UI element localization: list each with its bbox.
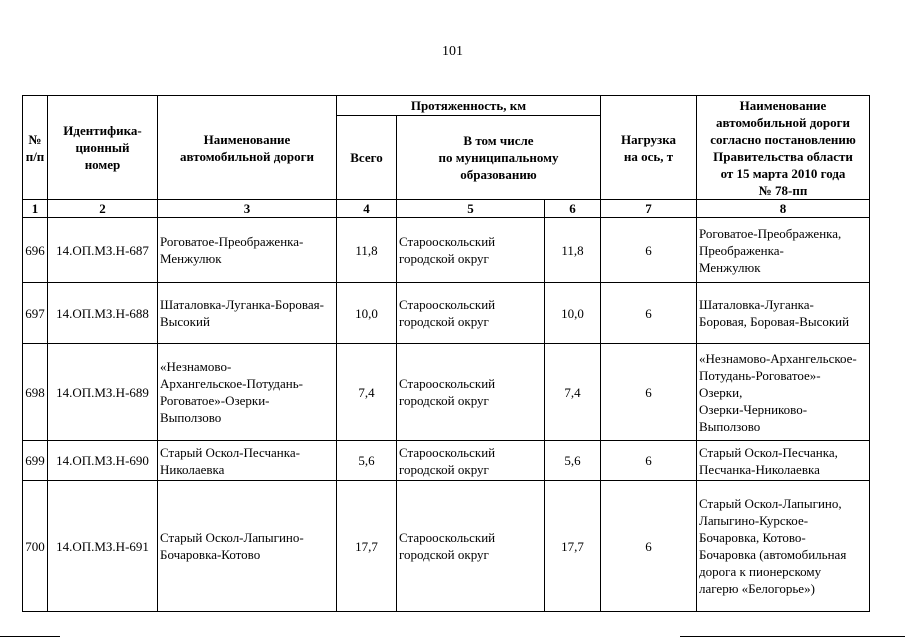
municipality: Старооскольский городской округ xyxy=(397,441,545,481)
municipality: Старооскольский городской округ xyxy=(397,218,545,283)
table-row xyxy=(23,344,870,441)
header-decree-name: Наименование автомобильной дороги согласно постановлению Правительства области от 15 марта 2010 года № 78-пп xyxy=(697,96,870,200)
header-row-1 xyxy=(23,96,870,116)
header-id: Идентифика- ционный номер xyxy=(48,96,158,200)
road-id: 14.ОП.МЗ.Н-688 xyxy=(48,283,158,344)
table-row xyxy=(23,481,870,612)
axle-load: 6 xyxy=(601,344,697,441)
road-name: Старый Оскол-Песчанка- Николаевка xyxy=(158,441,337,481)
row-number: 698 xyxy=(23,344,48,441)
road-name: Роговатое-Преображенка- Менжулюк xyxy=(158,218,337,283)
road-id: 14.ОП.МЗ.Н-690 xyxy=(48,441,158,481)
header-axle-load: Нагрузка на ось, т xyxy=(601,96,697,200)
column-number: 3 xyxy=(158,200,337,218)
scan-edge-line xyxy=(680,636,905,637)
municipality: Старооскольский городской округ xyxy=(397,344,545,441)
column-number: 7 xyxy=(601,200,697,218)
table-row xyxy=(23,218,870,283)
road-name: Шаталовка-Луганка-Боровая- Высокий xyxy=(158,283,337,344)
length-total: 7,4 xyxy=(337,344,397,441)
table-row xyxy=(23,283,870,344)
row-number: 697 xyxy=(23,283,48,344)
column-number: 1 xyxy=(23,200,48,218)
page-number: 101 xyxy=(442,44,463,59)
scan-edge-line xyxy=(0,636,60,637)
column-numbers-row xyxy=(23,200,870,218)
municipal-length: 7,4 xyxy=(545,344,601,441)
column-number: 6 xyxy=(545,200,601,218)
axle-load: 6 xyxy=(601,441,697,481)
column-number: 2 xyxy=(48,200,158,218)
municipality: Старооскольский городской округ xyxy=(397,283,545,344)
road-id: 14.ОП.МЗ.Н-689 xyxy=(48,344,158,441)
decree-road-name: Роговатое-Преображенка, Преображенка- Менжулюк xyxy=(697,218,870,283)
column-number: 8 xyxy=(697,200,870,218)
road-name: Старый Оскол-Лапыгино- Бочаровка-Котово xyxy=(158,481,337,612)
municipal-length: 5,6 xyxy=(545,441,601,481)
length-total: 10,0 xyxy=(337,283,397,344)
header-road-name: Наименование автомобильной дороги xyxy=(158,96,337,200)
length-total: 17,7 xyxy=(337,481,397,612)
roads-table xyxy=(22,95,870,612)
road-id: 14.ОП.МЗ.Н-691 xyxy=(48,481,158,612)
axle-load: 6 xyxy=(601,481,697,612)
municipality: Старооскольский городской округ xyxy=(397,481,545,612)
row-number: 700 xyxy=(23,481,48,612)
header-municipal: В том числе по муниципальному образованию xyxy=(397,116,601,200)
length-total: 5,6 xyxy=(337,441,397,481)
row-number: 699 xyxy=(23,441,48,481)
decree-road-name: «Незнамово-Архангельское- Потудань-Роговатое»- Озерки, Озерки-Черниково- Выползово xyxy=(697,344,870,441)
municipal-length: 17,7 xyxy=(545,481,601,612)
header-total: Всего xyxy=(337,116,397,200)
header-no: № п/п xyxy=(23,96,48,200)
decree-road-name: Старый Оскол-Песчанка, Песчанка-Николаевка xyxy=(697,441,870,481)
road-name: «Незнамово- Архангельское-Потудань- Роговатое»-Озерки- Выползово xyxy=(158,344,337,441)
decree-road-name: Шаталовка-Луганка- Боровая, Боровая-Высокий xyxy=(697,283,870,344)
length-total: 11,8 xyxy=(337,218,397,283)
table-row xyxy=(23,441,870,481)
municipal-length: 10,0 xyxy=(545,283,601,344)
axle-load: 6 xyxy=(601,218,697,283)
decree-road-name: Старый Оскол-Лапыгино, Лапыгино-Курское- Бочаровка, Котово- Бочаровка (автомобильная дорога к пионерскому лагерю «Белогорье») xyxy=(697,481,870,612)
column-number: 4 xyxy=(337,200,397,218)
axle-load: 6 xyxy=(601,283,697,344)
road-id: 14.ОП.МЗ.Н-687 xyxy=(48,218,158,283)
municipal-length: 11,8 xyxy=(545,218,601,283)
column-number: 5 xyxy=(397,200,545,218)
row-number: 696 xyxy=(23,218,48,283)
header-length-group: Протяженность, км xyxy=(337,96,601,116)
